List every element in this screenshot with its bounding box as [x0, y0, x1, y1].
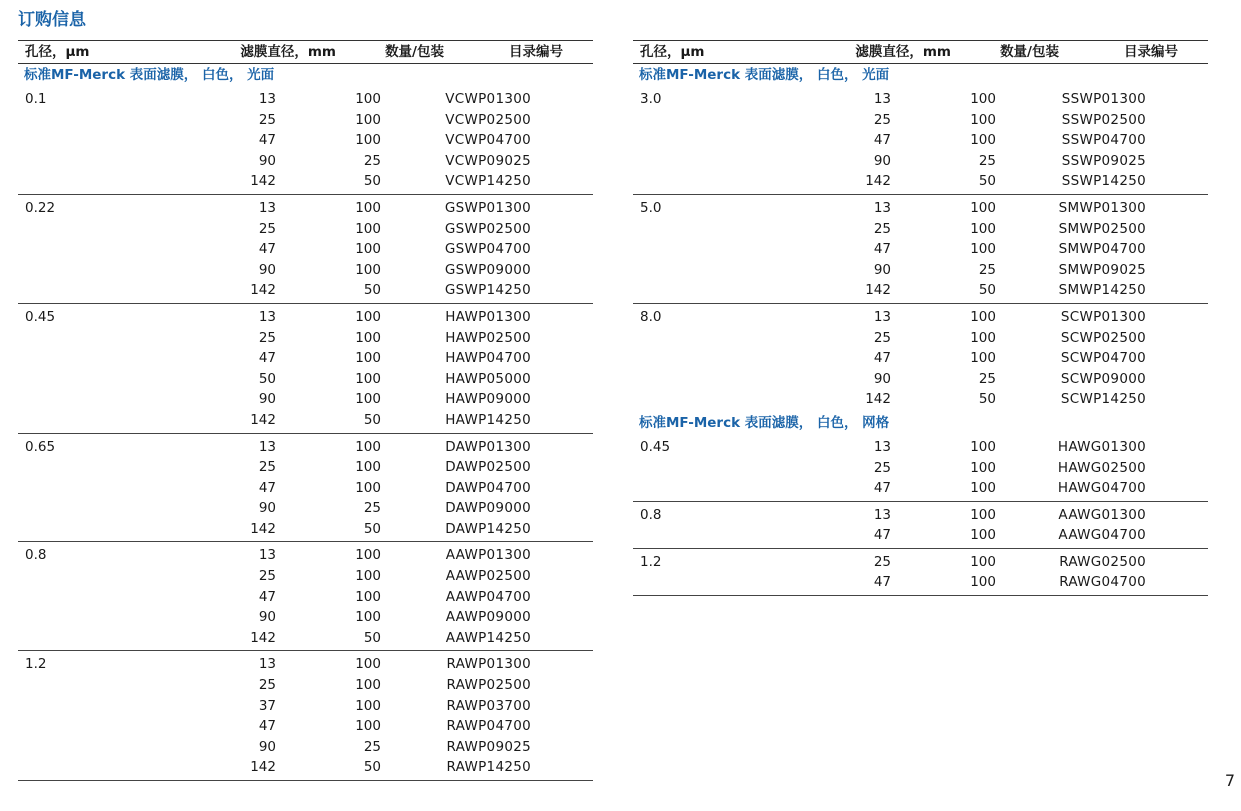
quantity-cell: 100	[970, 553, 996, 570]
catalog-number-cell: SSWP04700	[1061, 132, 1146, 149]
quantity-cell: 50	[978, 391, 996, 408]
catalog-number-cell: AAWP02500	[445, 568, 531, 585]
catalog-number-cell: AAWP14250	[445, 629, 531, 646]
catalog-number-cell: VCWP09025	[445, 152, 531, 169]
catalog-number-cell: VCWP01300	[445, 91, 531, 107]
header-catalog-number: 目录编号	[1124, 44, 1178, 60]
table-row	[168, 628, 593, 649]
quantity-cell: 50	[363, 520, 381, 537]
catalog-number-cell: HAWG04700	[1057, 480, 1146, 497]
product-rows	[168, 307, 593, 431]
table-row	[783, 505, 1208, 526]
diameter-cell: 142	[865, 173, 891, 190]
catalog-number-cell: RAWP14250	[446, 759, 531, 776]
quantity-cell: 100	[970, 111, 996, 128]
diameter-cell: 90	[873, 370, 891, 387]
diameter-cell: 47	[258, 350, 276, 367]
quantity-cell: 50	[363, 629, 381, 646]
table-row	[783, 239, 1208, 260]
catalog-number-cell: SMWP04700	[1058, 241, 1146, 258]
diameter-cell: 50	[258, 370, 276, 387]
diameter-cell: 13	[258, 547, 276, 564]
product-rows	[783, 198, 1208, 301]
table-row	[168, 607, 593, 628]
table-row	[783, 572, 1208, 593]
diameter-cell: 90	[873, 261, 891, 278]
quantity-cell: 100	[970, 574, 996, 591]
pore-size-group	[633, 548, 1208, 596]
quantity-cell: 100	[970, 527, 996, 544]
quantity-cell: 50	[363, 759, 381, 776]
table-row	[168, 389, 593, 410]
catalog-number-cell: SCWP02500	[1060, 329, 1146, 346]
diameter-cell: 90	[258, 609, 276, 626]
diameter-cell: 25	[258, 459, 276, 476]
pore-size-cell: 5.0	[640, 199, 662, 216]
quantity-cell: 100	[355, 568, 381, 585]
pore-size-group	[633, 303, 1208, 412]
table-row	[168, 675, 593, 696]
diameter-cell: 47	[873, 574, 891, 591]
product-rows	[168, 654, 593, 778]
diameter-cell: 47	[873, 241, 891, 258]
catalog-number-cell: SCWP04700	[1060, 350, 1146, 367]
table-row	[168, 348, 593, 369]
catalog-number-cell: DAWP09000	[445, 500, 531, 517]
quantity-cell: 100	[355, 547, 381, 564]
table-row	[783, 525, 1208, 546]
table-header	[18, 41, 593, 64]
diameter-cell: 90	[258, 738, 276, 755]
product-rows	[783, 552, 1208, 593]
quantity-cell: 100	[355, 111, 381, 128]
catalog-number-cell: RAWP03700	[446, 697, 531, 714]
diameter-cell: 25	[258, 568, 276, 585]
catalog-number-cell: HAWP14250	[445, 411, 531, 428]
diameter-cell: 90	[258, 500, 276, 517]
catalog-number-cell: SMWP09025	[1058, 261, 1146, 278]
table-row	[783, 478, 1208, 499]
quantity-cell: 100	[355, 479, 381, 496]
quantity-cell: 100	[970, 329, 996, 346]
table-row	[783, 348, 1208, 369]
diameter-cell: 142	[865, 391, 891, 408]
pore-size-cell: 0.8	[25, 547, 47, 564]
page-number: 7	[1224, 771, 1235, 790]
catalog-number-cell: AAWP01300	[445, 547, 531, 564]
diameter-cell: 13	[873, 506, 891, 523]
diameter-cell: 37	[258, 697, 276, 714]
product-rows	[168, 89, 593, 192]
quantity-cell: 100	[355, 91, 381, 107]
table-row	[168, 198, 593, 219]
table-row	[168, 328, 593, 349]
table-row	[783, 219, 1208, 240]
quantity-cell: 100	[355, 677, 381, 694]
catalog-number-cell: VCWP02500	[445, 111, 531, 128]
quantity-cell: 25	[363, 738, 381, 755]
table-body	[633, 64, 1208, 596]
table-row	[783, 171, 1208, 192]
table-body	[18, 64, 593, 781]
table-row	[168, 89, 593, 110]
quantity-cell: 25	[978, 370, 996, 387]
catalog-number-cell: AAWP04700	[445, 588, 531, 605]
quantity-cell: 50	[363, 173, 381, 190]
header-catalog-number: 目录编号	[509, 44, 563, 60]
table-row	[783, 151, 1208, 172]
table-row	[783, 552, 1208, 573]
quantity-cell: 100	[355, 609, 381, 626]
diameter-cell: 90	[873, 152, 891, 169]
product-rows	[168, 198, 593, 301]
table-row	[783, 89, 1208, 110]
pore-size-group	[18, 194, 593, 303]
diameter-cell: 25	[258, 220, 276, 237]
pore-size-cell: 0.45	[640, 438, 671, 455]
table-row	[168, 498, 593, 519]
diameter-cell: 25	[258, 329, 276, 346]
catalog-number-cell: HAWG02500	[1057, 459, 1146, 476]
catalog-number-cell: DAWP01300	[445, 438, 531, 455]
catalog-number-cell: AAWG04700	[1058, 527, 1146, 544]
header-quantity: 数量/包装	[385, 44, 444, 60]
diameter-cell: 47	[258, 241, 276, 258]
catalog-number-cell: HAWP09000	[445, 391, 531, 408]
diameter-cell: 90	[258, 152, 276, 169]
quantity-cell: 100	[970, 241, 996, 258]
catalog-number-cell: GSWP01300	[444, 199, 531, 216]
catalog-number-cell: DAWP02500	[445, 459, 531, 476]
quantity-cell: 50	[978, 173, 996, 190]
table-header	[633, 41, 1208, 64]
pore-size-cell: 0.45	[25, 308, 56, 325]
diameter-cell: 13	[873, 308, 891, 325]
quantity-cell: 100	[355, 241, 381, 258]
diameter-cell: 13	[258, 438, 276, 455]
diameter-cell: 25	[873, 220, 891, 237]
table-row	[783, 110, 1208, 131]
catalog-number-cell: SSWP02500	[1061, 111, 1146, 128]
diameter-cell: 25	[873, 459, 891, 476]
table-row	[168, 151, 593, 172]
section-title: 标准MF-Merck 表面滤膜， 白色， 网格	[639, 414, 890, 431]
table-row	[168, 696, 593, 717]
quantity-cell: 100	[355, 350, 381, 367]
product-rows	[168, 545, 593, 648]
table-row	[168, 239, 593, 260]
quantity-cell: 100	[355, 199, 381, 216]
table-row	[783, 389, 1208, 410]
table-row	[168, 545, 593, 566]
diameter-cell: 25	[258, 677, 276, 694]
diameter-cell: 47	[873, 527, 891, 544]
quantity-cell: 25	[363, 152, 381, 169]
catalog-number-cell: HAWG01300	[1057, 438, 1146, 455]
catalog-number-cell: GSWP04700	[444, 241, 531, 258]
header-pore-size: 孔径，μm	[25, 44, 90, 60]
diameter-cell: 25	[258, 111, 276, 128]
quantity-cell: 100	[355, 391, 381, 408]
catalog-number-cell: RAWP04700	[446, 718, 531, 735]
table-row	[783, 369, 1208, 390]
pore-size-group	[18, 650, 593, 781]
catalog-number-cell: HAWP01300	[445, 308, 531, 325]
catalog-number-cell: SMWP14250	[1058, 282, 1146, 299]
table-row	[168, 457, 593, 478]
header-quantity: 数量/包装	[1000, 44, 1059, 60]
table-row	[168, 260, 593, 281]
catalog-number-cell: GSWP14250	[444, 282, 531, 299]
quantity-cell: 100	[355, 459, 381, 476]
catalog-number-cell: VCWP14250	[445, 173, 531, 190]
diameter-cell: 13	[873, 91, 891, 107]
quantity-cell: 50	[363, 411, 381, 428]
pore-size-group	[18, 541, 593, 650]
pore-size-group	[633, 501, 1208, 548]
pore-size-group	[18, 86, 593, 194]
table-row	[783, 260, 1208, 281]
catalog-number-cell: SMWP01300	[1058, 199, 1146, 216]
table-row	[168, 110, 593, 131]
pore-size-cell: 0.22	[25, 199, 56, 216]
diameter-cell: 142	[250, 173, 276, 190]
catalog-number-cell: SSWP09025	[1061, 152, 1146, 169]
diameter-cell: 47	[873, 132, 891, 149]
diameter-cell: 142	[250, 282, 276, 299]
diameter-cell: 90	[258, 261, 276, 278]
table-row	[168, 737, 593, 758]
quantity-cell: 100	[355, 261, 381, 278]
header-diameter: 滤膜直径，mm	[240, 44, 336, 60]
pore-size-cell: 1.2	[640, 553, 662, 570]
table-row	[783, 280, 1208, 301]
pore-size-cell: 1.2	[25, 656, 47, 673]
table-row	[783, 307, 1208, 328]
catalog-number-cell: AAWG01300	[1058, 506, 1146, 523]
quantity-cell: 100	[970, 350, 996, 367]
catalog-number-cell: RAWG02500	[1059, 553, 1146, 570]
catalog-number-cell: VCWP04700	[445, 132, 531, 149]
quantity-cell: 100	[970, 308, 996, 325]
catalog-number-cell: RAWP02500	[446, 677, 531, 694]
catalog-number-cell: GSWP09000	[444, 261, 531, 278]
diameter-cell: 13	[873, 199, 891, 216]
pore-size-cell: 8.0	[640, 308, 662, 325]
diameter-cell: 13	[873, 438, 891, 455]
header-diameter: 滤膜直径，mm	[855, 44, 951, 60]
quantity-cell: 100	[970, 480, 996, 497]
table-row	[168, 219, 593, 240]
table-row	[168, 130, 593, 151]
section-title: 标准MF-Merck 表面滤膜， 白色， 光面	[24, 67, 275, 83]
diameter-cell: 13	[258, 199, 276, 216]
product-rows	[168, 437, 593, 540]
table-row	[783, 198, 1208, 219]
table-row	[168, 587, 593, 608]
diameter-cell: 142	[250, 629, 276, 646]
diameter-cell: 25	[873, 111, 891, 128]
diameter-cell: 25	[873, 329, 891, 346]
table-row	[168, 478, 593, 499]
quantity-cell: 100	[355, 718, 381, 735]
catalog-number-cell: RAWP01300	[446, 656, 531, 673]
quantity-cell: 100	[355, 588, 381, 605]
diameter-cell: 13	[258, 308, 276, 325]
ordering-table-left	[18, 40, 593, 781]
pore-size-cell: 0.1	[25, 91, 47, 107]
diameter-cell: 13	[258, 91, 276, 107]
header-pore-size: 孔径，μm	[640, 44, 705, 60]
quantity-cell: 100	[970, 199, 996, 216]
diameter-cell: 47	[258, 588, 276, 605]
quantity-cell: 100	[970, 132, 996, 149]
table-row	[168, 280, 593, 301]
pore-size-cell: 0.65	[25, 438, 56, 455]
catalog-number-cell: GSWP02500	[444, 220, 531, 237]
table-row	[168, 519, 593, 540]
diameter-cell: 142	[865, 282, 891, 299]
diameter-cell: 25	[873, 553, 891, 570]
quantity-cell: 50	[978, 282, 996, 299]
table-row	[168, 437, 593, 458]
catalog-number-cell: SSWP14250	[1061, 173, 1146, 190]
quantity-cell: 100	[355, 656, 381, 673]
table-row	[168, 654, 593, 675]
pore-size-group	[18, 303, 593, 433]
catalog-number-cell: DAWP14250	[445, 520, 531, 537]
catalog-number-cell: SCWP01300	[1060, 308, 1146, 325]
catalog-number-cell: DAWP04700	[445, 479, 531, 496]
catalog-number-cell: SSWP01300	[1061, 91, 1146, 107]
catalog-number-cell: RAWG04700	[1059, 574, 1146, 591]
quantity-cell: 25	[363, 500, 381, 517]
quantity-cell: 100	[355, 329, 381, 346]
quantity-cell: 100	[970, 438, 996, 455]
catalog-number-cell: HAWP02500	[445, 329, 531, 346]
pore-size-cell: 0.8	[640, 506, 662, 523]
catalog-number-cell: HAWP05000	[445, 370, 531, 387]
table-row	[783, 130, 1208, 151]
diameter-cell: 47	[258, 718, 276, 735]
quantity-cell: 100	[355, 220, 381, 237]
table-row	[783, 437, 1208, 458]
diameter-cell: 13	[258, 656, 276, 673]
diameter-cell: 47	[873, 350, 891, 367]
table-row	[783, 458, 1208, 479]
diameter-cell: 142	[250, 520, 276, 537]
pore-size-group	[633, 434, 1208, 501]
quantity-cell: 100	[970, 459, 996, 476]
quantity-cell: 100	[355, 308, 381, 325]
diameter-cell: 47	[258, 132, 276, 149]
section-title: 标准MF-Merck 表面滤膜， 白色， 光面	[639, 67, 890, 83]
catalog-number-cell: SCWP09000	[1060, 370, 1146, 387]
table-row	[168, 716, 593, 737]
diameter-cell: 47	[258, 479, 276, 496]
catalog-number-cell: RAWP09025	[446, 738, 531, 755]
catalog-number-cell: HAWP04700	[445, 350, 531, 367]
quantity-cell: 100	[970, 220, 996, 237]
table-row	[168, 410, 593, 431]
table-row	[168, 369, 593, 390]
quantity-cell: 100	[355, 697, 381, 714]
quantity-cell: 25	[978, 152, 996, 169]
product-rows	[783, 307, 1208, 410]
table-row	[168, 171, 593, 192]
table-row	[783, 328, 1208, 349]
catalog-number-cell: AAWP09000	[445, 609, 531, 626]
catalog-number-cell: SCWP14250	[1060, 391, 1146, 408]
pore-size-group	[18, 433, 593, 542]
quantity-cell: 100	[355, 370, 381, 387]
quantity-cell: 25	[978, 261, 996, 278]
quantity-cell: 100	[970, 506, 996, 523]
page-title: 订购信息	[18, 10, 86, 30]
pore-size-group	[633, 86, 1208, 194]
table-row	[168, 566, 593, 587]
diameter-cell: 90	[258, 391, 276, 408]
diameter-cell: 47	[873, 480, 891, 497]
table-row	[168, 307, 593, 328]
quantity-cell: 50	[363, 282, 381, 299]
pore-size-cell: 3.0	[640, 91, 662, 107]
ordering-table-right	[633, 40, 1208, 596]
product-rows	[783, 437, 1208, 499]
table-row	[168, 757, 593, 778]
diameter-cell: 142	[250, 759, 276, 776]
product-rows	[783, 505, 1208, 546]
quantity-cell: 100	[355, 438, 381, 455]
diameter-cell: 142	[250, 411, 276, 428]
product-rows	[783, 89, 1208, 192]
quantity-cell: 100	[970, 91, 996, 107]
catalog-number-cell: SMWP02500	[1058, 220, 1146, 237]
quantity-cell: 100	[355, 132, 381, 149]
pore-size-group	[633, 194, 1208, 303]
